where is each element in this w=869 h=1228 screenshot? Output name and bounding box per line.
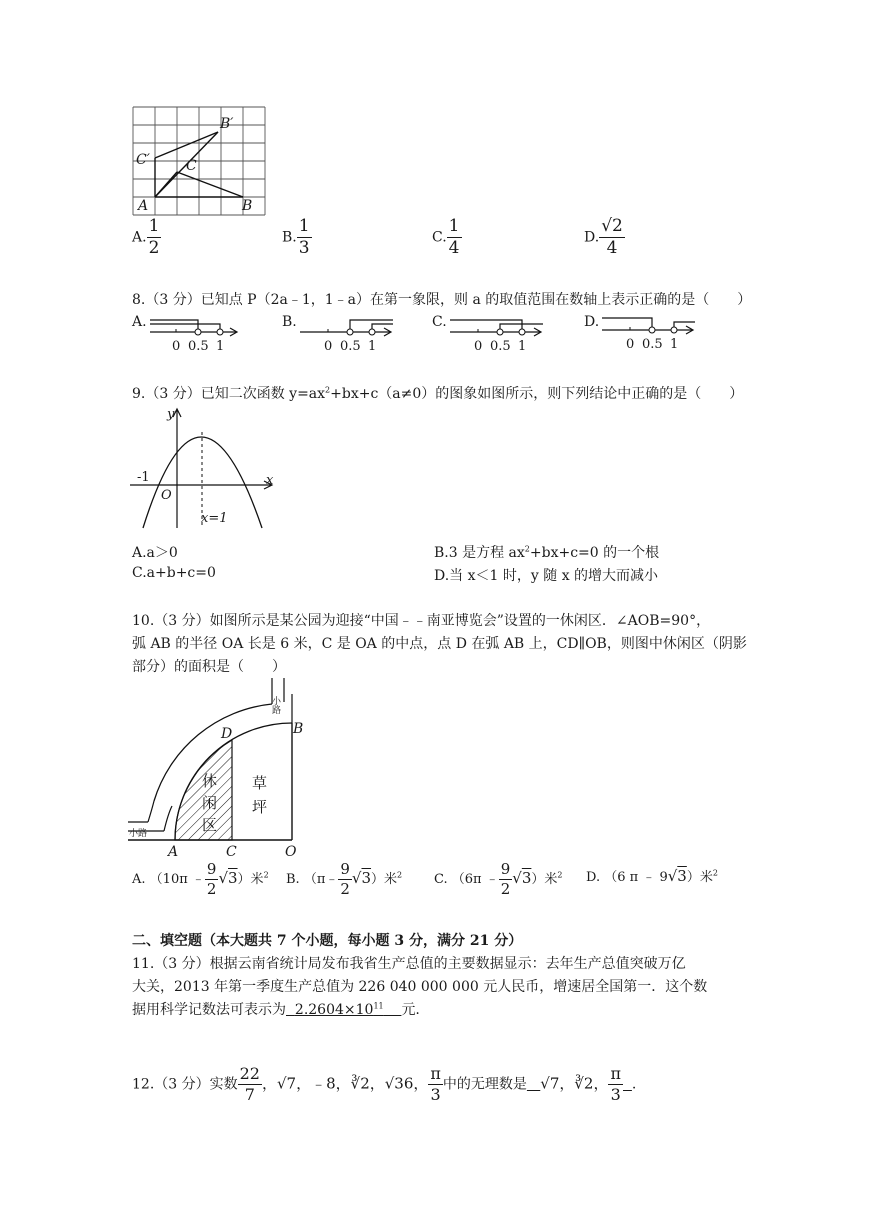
root-value: 3	[521, 869, 532, 887]
label-A: A	[138, 198, 149, 214]
option-pre: （π﹣	[303, 872, 339, 887]
tick-0.5: 0.5	[642, 337, 663, 352]
tick-0: 0	[474, 339, 483, 354]
q12-answer	[527, 1077, 540, 1093]
q8-option-d-label: D.	[584, 314, 600, 330]
q10-stem-line3: 部分）的面积是（ ）	[132, 659, 286, 675]
fraction-denominator: 2	[340, 880, 350, 898]
tick-0: 0	[626, 337, 635, 352]
q7-option-a	[132, 218, 161, 257]
option-label: C.	[434, 872, 448, 887]
label-neg1: -1	[137, 470, 150, 485]
option-label: A.	[132, 872, 146, 887]
q9-parabola-figure	[128, 404, 278, 532]
stem-part: 9.（3 分）已知二次函数 y=ax	[132, 386, 326, 402]
option-label: D.	[586, 870, 601, 885]
fraction-denominator: 4	[448, 238, 460, 258]
label-C: C	[226, 844, 237, 860]
fraction-numerator: 9	[500, 860, 511, 878]
tick-1: 1	[216, 339, 225, 354]
fraction-numerator: 9	[340, 860, 350, 878]
label-rest-1: 休	[202, 772, 218, 790]
tick-0.5: 0.5	[490, 339, 511, 354]
fraction-numerator: π	[610, 1064, 621, 1083]
axis-y-label: y	[167, 407, 175, 422]
answer-value: √7，∛2，	[540, 1074, 609, 1093]
label-rest-2: 闲	[202, 794, 218, 812]
fraction-denominator: 2	[148, 238, 160, 258]
q9-option-c: C.a+b+c=0	[132, 565, 216, 581]
superscript: 2	[557, 870, 563, 880]
label-B: B	[242, 198, 253, 214]
superscript: 2	[524, 544, 530, 554]
fraction-numerator: 1	[448, 216, 460, 236]
fraction-numerator: 1	[298, 216, 310, 236]
superscript: 2	[263, 870, 269, 880]
line-part: 据用科学记数法可表示为	[132, 1002, 286, 1018]
option-part: B.3 是方程 ax	[434, 545, 525, 561]
tick-0: 0	[172, 339, 181, 354]
q10-stem-line2: 弧 AB 的半径 OA 长是 6 米，C 是 OA 的中点，点 D 在弧 AB 上，CD∥OB，则图中休闲区（阴影	[132, 636, 747, 652]
tick-1: 1	[518, 339, 527, 354]
q8-numberline-c	[448, 314, 548, 356]
q10-option-d: D. （6 π ﹣ 9√3）米$^2$	[586, 867, 718, 885]
root-value: 3	[361, 869, 372, 887]
label-A: A	[168, 844, 179, 860]
q8-option-a-label: A.	[132, 314, 147, 330]
q10-option-c: C. （6π ﹣ $\frac{9}{2}$ √3）米$^2$	[434, 860, 563, 898]
q10-stem-line1: 10.（3 分）如图所示是某公园为迎接“中国﹣﹣南亚博览会”设置的一休闲区．∠AOB=90°，	[132, 613, 711, 629]
superscript: 2	[325, 385, 331, 395]
label-C: C	[186, 158, 197, 174]
q11-line3	[132, 999, 420, 1019]
q7-option-c	[432, 218, 462, 257]
line-part: .	[631, 1076, 637, 1093]
label-grass-1: 草	[252, 774, 268, 792]
q11-line1: 11.（3 分）根据云南省统计局发布我省生产总值的主要数据显示：去年生产总值突破万亿	[132, 956, 686, 972]
option-label: A.	[132, 229, 147, 246]
number-sequence: ，√7，﹣8，∛2，√36，	[261, 1074, 429, 1093]
tick-1: 1	[670, 337, 679, 352]
q8-option-b-label: B.	[282, 314, 297, 330]
fraction-denominator: 4	[606, 238, 618, 258]
option-label: B.	[282, 229, 297, 246]
fraction-numerator: 22	[239, 1064, 260, 1083]
label-D: D	[221, 726, 233, 742]
fraction-numerator: 1	[148, 216, 160, 236]
q9-stem	[132, 383, 743, 403]
q7-option-d	[584, 218, 625, 257]
fraction-denominator: 2	[206, 880, 217, 898]
q9-option-d: D.当 x＜1 时，y 随 x 的增大而减小	[434, 568, 659, 584]
q8-stem: 8.（3 分）已知点 P（2a﹣1，1﹣a）在第一象限，则 a 的取值范围在数轴上表示正确的是（ ）	[132, 292, 752, 308]
q7-option-b	[282, 218, 312, 257]
q11-answer	[286, 1002, 401, 1018]
label-O: O	[285, 844, 297, 860]
label-rest-3: 区	[202, 816, 218, 834]
fraction-denominator: 3	[610, 1085, 621, 1104]
superscript: 2	[397, 870, 403, 880]
q9-option-a: A.a＞0	[132, 545, 178, 561]
fraction-denominator: 3	[298, 238, 310, 258]
root-value: 3	[228, 869, 238, 887]
q10-option-b: B. （π﹣ $\frac{9}{2}$ √3）米$^2$	[286, 860, 403, 898]
fraction-numerator: 9	[206, 860, 217, 878]
q10-option-a: A. （10π ﹣ $\frac{9}{2}$ √3）米$^2$	[132, 860, 269, 898]
line-part: 中的无理数是	[442, 1076, 527, 1093]
fraction-numerator: √2	[601, 216, 623, 236]
q8-numberline-a	[148, 314, 243, 356]
tick-0.5: 0.5	[340, 339, 361, 354]
option-post: ）米	[371, 872, 398, 887]
tick-0.5: 0.5	[188, 339, 209, 354]
label-C-prime: C′	[136, 152, 150, 168]
axis-x-label: x	[266, 473, 274, 488]
label-path-top: 小路	[270, 696, 280, 714]
section2-heading: 二、填空题（本大题共 7 个小题，每小题 3 分，满分 21 分）	[132, 933, 523, 949]
label-axis-of-symmetry: x=1	[201, 511, 228, 526]
label-grass-2: 坪	[252, 798, 268, 816]
option-label: C.	[432, 229, 447, 246]
superscript: 2	[712, 868, 718, 878]
q12-line	[132, 1066, 636, 1103]
line-part: 元.	[401, 1002, 420, 1018]
option-part: +bx+c=0 的一个根	[529, 545, 660, 561]
q11-line2: 大关，2013 年第一季度生产总值为 226 040 000 000 元人民币，增速居全国第一．这个数	[132, 979, 708, 995]
option-pre: （6 π ﹣ 9	[604, 870, 668, 885]
option-label: D.	[584, 229, 600, 246]
label-origin: O	[161, 488, 172, 503]
q10-park-figure	[126, 674, 302, 860]
q8-option-c-label: C.	[432, 314, 447, 330]
superscript: 11	[373, 1001, 384, 1011]
answer-value: 2.2604×10	[294, 1002, 374, 1018]
option-post: ）米	[686, 870, 713, 885]
line-part: 12.（3 分）实数	[132, 1076, 238, 1093]
option-pre: （10π ﹣	[149, 872, 205, 887]
q9-option-b	[434, 542, 659, 562]
label-B-prime: B′	[220, 116, 234, 132]
label-B: B	[293, 721, 304, 737]
fraction-denominator: 3	[430, 1085, 441, 1104]
q8-numberline-d	[600, 312, 700, 354]
option-post: ）米	[237, 872, 264, 887]
tick-1: 1	[368, 339, 377, 354]
label-path-left: 小路	[129, 829, 148, 839]
tick-0: 0	[324, 339, 333, 354]
fraction-denominator: 7	[244, 1085, 255, 1104]
q8-numberline-b	[298, 314, 398, 356]
fraction-numerator: π	[430, 1064, 441, 1083]
option-post: ）米	[531, 872, 558, 887]
q7-grid-figure	[130, 104, 270, 219]
fraction-denominator: 2	[500, 880, 511, 898]
option-pre: （6π ﹣	[451, 872, 499, 887]
option-label: B.	[286, 872, 300, 887]
stem-part: +bx+c（a≠0）的图象如图所示，则下列结论中正确的是（ ）	[330, 386, 744, 402]
root-value: 3	[677, 867, 687, 885]
